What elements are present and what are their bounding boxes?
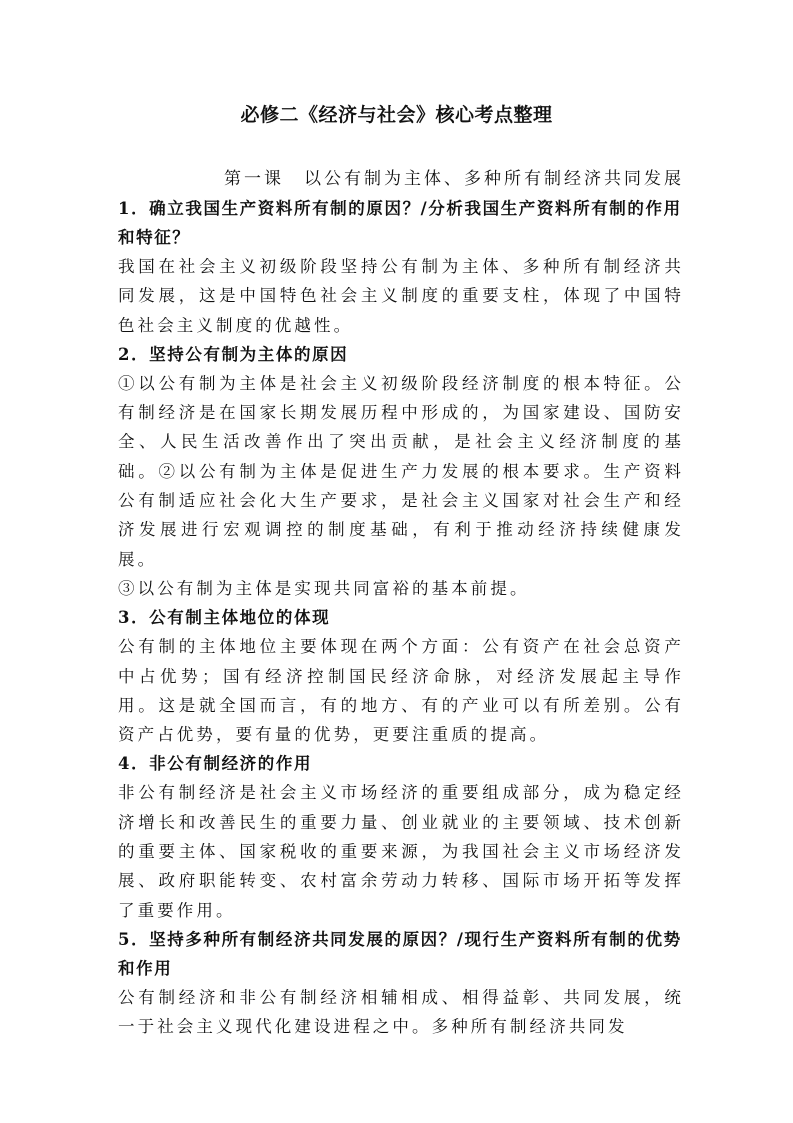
lesson-heading: 第一课 以公有制为主体、多种所有制经济共同发展 bbox=[224, 169, 684, 189]
paragraph: ①以公有制为主体是社会主义初级阶段经济制度的根本特征。公有制经济是在国家长期发展历程中形成的，为国家建设、国防安全、人民生活改善作出了突出贡献，是社会主义经济制度的基础。②以公有制为主体是促进生产力发展的根本要求。生产资料公有制适应社会化大生产要求，是社会主义国家对社会生产和经济发展进行宏观调控的制度基础，有利于推动经济持续健康发展。 bbox=[118, 373, 684, 569]
section-3 bbox=[118, 603, 684, 749]
section-2 bbox=[118, 340, 684, 603]
paragraph: 非公有制经济是社会主义市场经济的重要组成部分，成为稳定经济增长和改善民生的重要力量、创业就业的主要领域、技术创新的重要主体、国家税收的重要来源，为我国社会主义市场经济发展、政府职能转变、农村富余劳动力转移、国际市场开拓等发挥了重要作用。 bbox=[118, 783, 684, 920]
section-heading: 4．非公有制经济的作用 bbox=[118, 754, 313, 774]
paragraph: 公有制的主体地位主要体现在两个方面：公有资产在社会总资产中占优势；国有经济控制国民经济命脉，对经济发展起主导作用。这是就全国而言，有的地方、有的产业可以有所差别。公有资产占优势，要有量的优势，更要注重质的提高。 bbox=[118, 637, 684, 745]
section-5 bbox=[118, 925, 684, 1042]
section-heading: 2．坚持公有制为主体的原因 bbox=[118, 344, 349, 364]
section-4 bbox=[118, 749, 684, 924]
paragraph: 公有制经济和非公有制经济相辅相成、相得益彰、共同发展，统一于社会主义现代化建设进程之中。多种所有制经济共同发 bbox=[118, 987, 684, 1037]
paragraph: 我国在社会主义初级阶段坚持公有制为主体、多种所有制经济共同发展，这是中国特色社会主义制度的重要支柱，体现了中国特色社会主义制度的优越性。 bbox=[118, 257, 684, 335]
section-heading: 3．公有制主体地位的体现 bbox=[118, 608, 331, 628]
document-body bbox=[118, 165, 684, 1042]
page-title: 必修二《经济与社会》核心考点整理 bbox=[240, 104, 553, 126]
section-heading: 1．确立我国生产资料所有制的原因？/分析我国生产资料所有制的作用和特征？ bbox=[118, 199, 682, 247]
paragraph: ③以公有制为主体是实现共同富裕的基本前提。 bbox=[118, 578, 530, 598]
section-heading: 5．坚持多种所有制经济共同发展的原因？/现行生产资料所有制的优势和作用 bbox=[118, 929, 682, 978]
section-1 bbox=[118, 194, 684, 340]
